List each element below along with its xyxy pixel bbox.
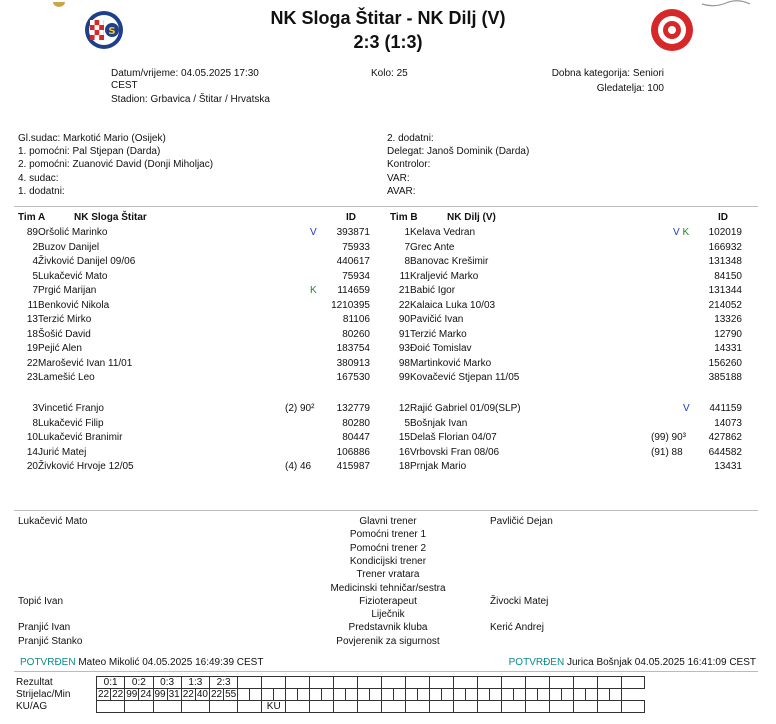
player-id: 102019 [708, 227, 742, 238]
results-cell [310, 701, 334, 713]
results-cell [334, 677, 358, 689]
player-role-mark: V [683, 403, 690, 414]
goalkeeper-mark: K [679, 227, 690, 238]
results-cell: 55 [225, 689, 237, 700]
player-id: 80260 [342, 328, 370, 340]
results-cell: 2:3 [210, 677, 238, 689]
staff-role: Pomoćni trener 2 [349, 542, 427, 554]
staff-role: Glavni trener [359, 516, 417, 527]
results-cell: 1:3 [181, 677, 209, 689]
results-cell [430, 701, 454, 713]
results-cell [238, 701, 262, 713]
player-row [0, 226, 776, 240]
player-id: 441159 [709, 403, 742, 414]
results-cell [550, 689, 562, 701]
staff-role: Trener vratara [356, 569, 420, 581]
results-cell [406, 689, 418, 701]
player-id: 385188 [708, 372, 742, 383]
player-id: 156260 [708, 357, 742, 369]
player-name: Đoić Tomislav [410, 343, 472, 354]
player-id: 84150 [714, 270, 742, 282]
player-name: Martinković Marko [410, 357, 492, 369]
team-b-label: Tim B [390, 212, 418, 223]
confirm-left [20, 657, 263, 668]
team-b-name: NK Dilj (V) [447, 212, 496, 223]
player-row [0, 241, 776, 255]
results-cell: 24 [140, 689, 152, 700]
player-id: 75933 [342, 241, 370, 253]
results-cell: 31 [168, 689, 180, 700]
player-number: 13 [26, 314, 38, 325]
divider [14, 510, 758, 511]
player-row [0, 446, 776, 460]
results-cell: KU [262, 701, 286, 713]
results-cell [181, 701, 209, 713]
results-cell: 22 [98, 689, 110, 700]
results-cell [358, 677, 382, 689]
results-cell [382, 701, 406, 713]
player-row [0, 431, 776, 445]
results-cell [238, 689, 250, 701]
player-id: 14073 [714, 417, 742, 429]
player-id: 1210395 [331, 299, 370, 311]
results-cell [442, 689, 454, 701]
results-cell [466, 689, 478, 701]
results-cell [334, 689, 346, 701]
player-sub-info: (99) 90³ [651, 432, 687, 443]
results-cell: 40 [196, 689, 208, 700]
results-cell [153, 701, 181, 713]
staff-role: Medicinski tehničar/sestra [330, 582, 446, 594]
results-cell [346, 689, 358, 701]
results-cell: 0:3 [153, 677, 181, 689]
player-number: 18 [398, 461, 410, 472]
official-line: 1. dodatni: [18, 185, 65, 197]
player-id: 81106 [342, 314, 370, 325]
results-cell [574, 689, 586, 701]
results-cell [478, 701, 502, 713]
results-cell: 0:2 [125, 677, 153, 689]
player-row [0, 328, 776, 342]
results-cell [478, 689, 490, 701]
player-row [0, 255, 776, 269]
player-role-mark: K [310, 285, 317, 296]
results-label: Rezultat [16, 677, 53, 688]
results-cell [322, 689, 334, 701]
player-number: 19 [26, 343, 38, 354]
player-name: Marošević Ivan 11/01 [38, 357, 133, 369]
player-number: 21 [398, 285, 410, 296]
player-id: 80280 [342, 417, 370, 429]
player-number: 4 [32, 256, 38, 267]
results-cell [598, 701, 622, 713]
results-cell [310, 689, 322, 701]
match-stadium: Stadion: Grbavica / Štitar / Hrvatska [111, 94, 270, 105]
team-b-id-header: ID [718, 212, 728, 223]
player-id: 167530 [336, 372, 370, 383]
results-cell [562, 689, 574, 701]
player-id: 183754 [336, 343, 370, 354]
player-number: 8 [32, 417, 38, 429]
staff-home: Lukačević Mato [18, 516, 88, 527]
match-spectators: Gledatelja: 100 [596, 83, 664, 94]
player-id: 166932 [708, 241, 742, 253]
results-cell [274, 689, 286, 701]
player-number: 20 [26, 461, 38, 472]
results-cell [598, 689, 610, 701]
results-row [14, 677, 645, 689]
match-category: Dobna kategorija: Seniori [551, 68, 664, 79]
player-name: Šošić David [38, 328, 91, 340]
match-title: NK Sloga Štitar - NK Dilj (V) [270, 8, 506, 28]
results-cell [490, 689, 502, 701]
results-cell [358, 701, 382, 713]
player-sub-info: (2) 90² [285, 403, 315, 414]
results-cell [454, 677, 478, 689]
official-line: 4. sudac: [18, 172, 59, 184]
results-label: Strijelac/Min [16, 689, 71, 700]
player-name: Pavičić Ivan [410, 314, 464, 325]
player-id: 132779 [336, 403, 370, 414]
player-id: 80447 [342, 432, 370, 443]
player-number: 22 [398, 299, 410, 311]
results-cell [610, 689, 622, 701]
results-cell [550, 677, 574, 689]
results-cell [238, 677, 262, 689]
player-name: Banovac Krešimir [410, 256, 489, 267]
team-a-id-header: ID [346, 212, 356, 223]
results-cell [310, 677, 334, 689]
player-number: 12 [398, 403, 410, 414]
staff-role: Kondicijski trener [349, 555, 427, 567]
player-number: 22 [26, 357, 38, 369]
official-line: VAR: [387, 172, 410, 184]
player-name: Terzić Marko [410, 328, 467, 340]
results-cell [526, 701, 550, 713]
player-row [0, 284, 776, 298]
player-name: Grec Ante [410, 241, 455, 253]
results-cell [454, 701, 478, 713]
player-name: Lukačević Mato [38, 270, 108, 282]
player-name: Lukačević Filip [38, 417, 104, 429]
player-name: Babić Igor [410, 285, 456, 296]
results-cell: 22 [182, 689, 194, 700]
results-row [14, 689, 645, 701]
svg-text:S: S [108, 26, 116, 37]
player-row [0, 299, 776, 313]
results-cell [598, 677, 622, 689]
team-a-name: NK Sloga Štitar [74, 212, 147, 223]
results-cell: 22 [112, 689, 124, 700]
player-row [0, 270, 776, 284]
player-row [0, 357, 776, 371]
results-cell [334, 701, 358, 713]
player-name: Kelava Vedran [410, 227, 476, 238]
player-id: 415987 [336, 461, 370, 472]
player-number: 14 [26, 446, 38, 458]
logo-fragment-icon [52, 0, 66, 6]
player-id: 214052 [708, 299, 742, 311]
player-name: Jurić Matej [38, 446, 87, 458]
results-row [14, 701, 645, 713]
watermark-fragment-icon [700, 0, 752, 8]
player-number: 90 [398, 314, 410, 325]
player-id: 114659 [337, 285, 370, 296]
player-number: 8 [404, 256, 410, 267]
match-round: Kolo: 25 [371, 68, 408, 79]
official-line: 2. dodatni: [387, 133, 434, 144]
player-id: 12790 [714, 328, 742, 340]
player-number: 91 [398, 328, 410, 340]
results-cell [430, 677, 454, 689]
results-cell [526, 689, 538, 701]
player-id: 13326 [714, 314, 742, 325]
player-number: 99 [398, 372, 410, 383]
player-id: 131348 [708, 256, 742, 267]
player-name: Bošnjak Ivan [410, 417, 468, 429]
results-cell [286, 701, 310, 713]
player-number: 89 [26, 227, 38, 238]
results-cell: 0:1 [97, 677, 125, 689]
results-cell [418, 689, 430, 701]
results-cell [622, 701, 645, 713]
player-name: Vincetić Franjo [38, 403, 104, 414]
results-cell [382, 689, 394, 701]
results-cell: 22 [211, 689, 223, 700]
player-name: Kraljević Marko [410, 270, 479, 282]
results-cell: 99 [154, 689, 166, 700]
results-cell [97, 701, 125, 713]
results-cell [210, 701, 238, 713]
player-number: 3 [32, 403, 38, 414]
player-name: Prnjak Mario [410, 461, 467, 472]
results-cell: 99 [126, 689, 138, 700]
results-cell [502, 701, 526, 713]
staff-role: Povjerenik za sigurnost [336, 635, 440, 647]
match-score: 2:3 (1:3) [353, 32, 423, 52]
results-cell [430, 689, 442, 701]
team-a-label: Tim A [18, 212, 46, 223]
official-line: Gl.sudac: Markotić Mario (Osijek) [18, 133, 166, 144]
results-cell [125, 701, 153, 713]
results-cell [526, 677, 550, 689]
player-number: 7 [32, 285, 38, 296]
results-cell [286, 677, 310, 689]
staff-away: Živocki Matej [490, 595, 549, 607]
results-cell [478, 677, 502, 689]
player-id: 427862 [708, 432, 742, 443]
results-cell [250, 689, 262, 701]
results-cell [622, 677, 645, 689]
player-id: 131344 [708, 285, 742, 296]
player-id: 106886 [336, 446, 370, 458]
staff-role: Pomoćni trener 1 [349, 529, 427, 541]
results-cell [370, 689, 382, 701]
player-name: Lamešić Leo [38, 372, 95, 383]
results-label: KU/AG [16, 701, 48, 712]
results-cell [382, 677, 406, 689]
results-cell [574, 677, 598, 689]
results-cell [406, 701, 430, 713]
official-line: 1. pomoćni: Pal Stjepan (Darda) [18, 146, 161, 158]
results-cell [262, 677, 286, 689]
player-row [0, 460, 776, 474]
staff-role: Fizioterapeut [359, 595, 417, 607]
results-cell [394, 689, 406, 701]
confirm-left-status: POTVRĐEN [20, 657, 76, 668]
results-cell [502, 689, 514, 701]
player-name: Pejić Alen [38, 343, 82, 354]
player-number: 15 [398, 432, 410, 443]
player-number: 11 [399, 270, 410, 282]
staff-home: Pranjić Ivan [18, 622, 71, 634]
player-role-mark: V [310, 227, 317, 238]
player-sub-info: (4) 46 [285, 461, 312, 472]
player-name: Benković Nikola [38, 299, 110, 311]
results-cell [550, 701, 574, 713]
results-cell [286, 689, 298, 701]
divider [14, 206, 758, 207]
official-line: 2. pomoćni: Zuanović David (Donji Miholjac) [18, 159, 214, 171]
player-number: 1 [404, 227, 410, 238]
results-cell [262, 689, 274, 701]
results-cell [514, 689, 526, 701]
player-number: 93 [398, 343, 410, 354]
player-row [0, 402, 776, 416]
staff-away: Pavličić Dejan [490, 516, 553, 527]
player-name: Terzić Mirko [38, 314, 92, 325]
player-row [0, 417, 776, 431]
results-cell [538, 689, 550, 701]
player-name: Lukačević Branimir [38, 432, 123, 443]
player-id: 644582 [708, 446, 742, 458]
results-cell [574, 701, 598, 713]
official-line: AVAR: [387, 185, 416, 197]
player-number: 98 [398, 357, 410, 369]
player-number: 10 [26, 432, 38, 443]
player-id: 14331 [714, 343, 742, 354]
player-number: 23 [26, 372, 38, 383]
results-table [14, 676, 645, 713]
staff-role: Predstavnik kluba [348, 622, 428, 634]
player-id: 393871 [336, 227, 370, 238]
player-id: 13431 [714, 461, 742, 472]
match-datetime: Datum/vrijeme: 04.05.2025 17:30 [111, 68, 259, 79]
staff-away: Kerić Andrej [490, 622, 544, 634]
match-timezone: CEST [111, 80, 138, 91]
player-sub-info: (91) 88 [651, 446, 683, 458]
player-name: Oršolić Marinko [38, 227, 108, 238]
confirm-left-text: Mateo Mikolić 04.05.2025 16:49:39 CEST [78, 657, 264, 668]
player-name: Živković Hrvoje 12/05 [38, 461, 134, 472]
player-number: 2 [32, 241, 38, 253]
results-cell [454, 689, 466, 701]
confirm-right-status: POTVRĐEN [508, 657, 565, 668]
player-name: Buzov Danijel [38, 241, 100, 253]
player-name: Vrbovski Fran 08/06 [410, 446, 500, 458]
confirm-right [509, 657, 756, 668]
divider [14, 671, 758, 672]
official-line: Kontrolor: [387, 159, 431, 171]
results-cell [298, 689, 310, 701]
staff-home: Topić Ivan [18, 595, 64, 607]
player-number: 18 [26, 328, 38, 340]
confirm-right-text: Jurica Bošnjak 04.05.2025 16:41:09 CEST [566, 657, 756, 668]
results-cell [502, 677, 526, 689]
player-number: 16 [398, 446, 410, 458]
results-cell [358, 689, 370, 701]
player-number: 11 [27, 299, 38, 311]
player-number: 7 [404, 241, 410, 253]
captain-mark: V [673, 227, 680, 238]
player-number: 5 [404, 417, 410, 429]
player-id: 380913 [336, 357, 370, 369]
player-number: 5 [32, 270, 38, 282]
player-name: Rajić Gabriel 01/09(SLP) [410, 403, 521, 414]
player-row [0, 371, 776, 385]
player-id: 440617 [336, 256, 370, 267]
results-cell [586, 689, 598, 701]
player-id: 75934 [342, 270, 370, 282]
official-line: Delegat: Janoš Dominik (Darda) [387, 146, 530, 158]
staff-home: Pranjić Stanko [18, 635, 83, 647]
player-name: Prgić Marijan [38, 285, 97, 296]
player-name: Kovačević Stjepan 11/05 [410, 372, 520, 383]
staff-role: Liječnik [371, 609, 405, 621]
player-name: Živković Danijel 09/06 [38, 256, 136, 267]
player-name: Kalaica Luka 10/03 [410, 299, 496, 311]
player-name: Delaš Florian 04/07 [410, 432, 497, 443]
results-cell [406, 677, 430, 689]
player-row [0, 342, 776, 356]
player-row [0, 313, 776, 327]
